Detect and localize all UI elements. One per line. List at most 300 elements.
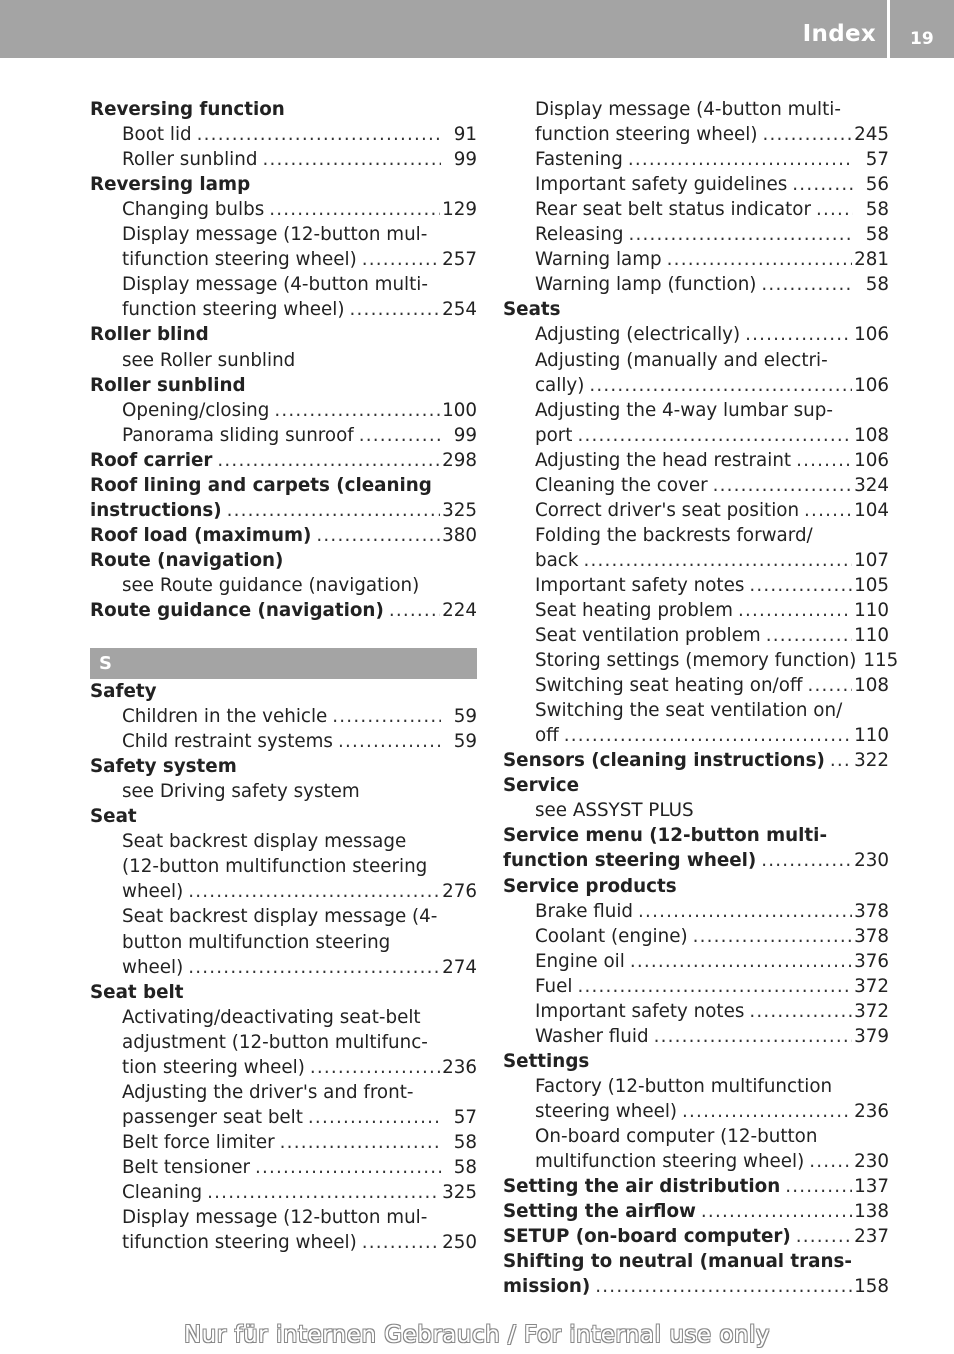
index-subentry <box>90 1205 477 1230</box>
internal-use-watermark: Nur für internen Gebrauch / For internal use only <box>183 1322 771 1348</box>
dot-leader <box>217 448 440 473</box>
entry-text: Children in the vehicle <box>122 706 328 728</box>
entry-text: Seat ventilation problem <box>535 625 761 647</box>
index-entry <box>90 498 477 523</box>
page-reference: 58 <box>453 1131 477 1153</box>
dot-leader <box>766 623 852 648</box>
index-subentry <box>90 222 477 247</box>
index-subentry <box>90 704 477 729</box>
page-reference: 91 <box>453 124 477 146</box>
index-entry <box>90 548 477 573</box>
entry-text: Display message (12-button mul- <box>122 1207 428 1229</box>
entry-text: back <box>535 549 579 571</box>
entry-text: Roller sunblind <box>122 149 258 171</box>
dot-leader <box>389 598 440 623</box>
index-subentry <box>503 573 889 598</box>
index-subentry <box>90 779 477 804</box>
entry-text: Roller blind <box>90 324 209 346</box>
entry-text: wheel) <box>122 956 184 978</box>
index-subentry <box>503 247 889 272</box>
page-reference: 108 <box>854 675 889 697</box>
entry-text: tion steering wheel) <box>122 1056 305 1078</box>
index-subentry <box>503 798 889 823</box>
page-reference: 276 <box>442 881 477 903</box>
entry-text: Seat <box>90 806 137 828</box>
page-reference: 158 <box>854 1276 889 1298</box>
entry-text: off <box>535 725 559 747</box>
page-reference: 107 <box>854 549 889 571</box>
entry-text: Important safety guidelines <box>535 174 788 196</box>
letter-heading: S <box>90 648 477 679</box>
entry-text: Service products <box>503 875 677 897</box>
entry-text: multifunction steering wheel) <box>535 1151 805 1173</box>
dot-leader <box>274 398 440 423</box>
entry-text: wheel) <box>122 881 184 903</box>
entry-text: Activating/deactivating seat-belt <box>122 1006 421 1028</box>
entry-text: function steering wheel) <box>122 299 345 321</box>
index-subentry <box>503 222 889 247</box>
dot-leader <box>316 523 440 548</box>
dot-leader <box>796 448 852 473</box>
dot-leader <box>630 949 852 974</box>
index-entry <box>90 980 477 1005</box>
dot-leader <box>667 247 852 272</box>
dot-leader <box>809 1149 852 1174</box>
index-subentry <box>503 723 889 748</box>
dot-leader <box>749 999 852 1024</box>
entry-text: Panorama sliding sunroof <box>122 424 354 446</box>
dot-leader <box>207 1180 440 1205</box>
entry-text: Setting the air distribution <box>503 1176 781 1198</box>
entry-text: Adjusting the 4-way lumbar sup- <box>535 399 833 421</box>
page-reference: 236 <box>854 1100 889 1122</box>
dot-leader <box>792 172 853 197</box>
index-subentry <box>90 1080 477 1105</box>
index-entry <box>503 1274 889 1299</box>
page-reference: 376 <box>854 950 889 972</box>
dot-leader <box>338 729 441 754</box>
entry-text: Service <box>503 775 579 797</box>
dot-leader <box>577 423 852 448</box>
entry-text: Cleaning the cover <box>535 474 708 496</box>
entry-text: (12-button multifunction steering <box>122 856 428 878</box>
page-reference: 224 <box>442 599 477 621</box>
entry-text: Cleaning <box>122 1181 203 1203</box>
dot-leader <box>682 1099 852 1124</box>
index-subentry <box>503 347 889 372</box>
index-subentry <box>503 448 889 473</box>
page-reference: 56 <box>865 174 889 196</box>
entry-text: Factory (12-button multifunction <box>535 1075 833 1097</box>
dot-leader <box>332 704 441 729</box>
page-reference: 379 <box>854 1025 889 1047</box>
entry-text: Important safety notes <box>535 1000 745 1022</box>
dot-leader <box>830 748 852 773</box>
entry-text: Opening/closing <box>122 399 270 421</box>
page-reference: 322 <box>854 750 889 772</box>
page-reference: 57 <box>865 149 889 171</box>
page-reference: 324 <box>854 474 889 496</box>
entry-text: Setting the airflow <box>503 1201 696 1223</box>
index-subentry <box>90 398 477 423</box>
index-entry <box>90 523 477 548</box>
index-entry <box>90 754 477 779</box>
entry-text: Fastening <box>535 149 623 171</box>
entry-text: Seats <box>503 299 561 321</box>
dot-leader <box>595 1274 852 1299</box>
page-reference: 298 <box>442 449 477 471</box>
index-entry <box>503 848 889 873</box>
index-entry <box>503 1049 889 1074</box>
entry-text: Changing bulbs <box>122 199 265 221</box>
index-subentry <box>503 523 889 548</box>
page-reference: 106 <box>854 374 889 396</box>
index-subentry <box>503 623 889 648</box>
dot-leader <box>816 197 853 222</box>
index-entry <box>503 773 889 798</box>
page-reference: 257 <box>442 249 477 271</box>
page-reference: 59 <box>453 731 477 753</box>
entry-text: Adjusting (electrically) <box>535 324 741 346</box>
index-subentry <box>90 272 477 297</box>
entry-text: Important safety notes <box>535 574 745 596</box>
entry-text: tifunction steering wheel) <box>122 1232 357 1254</box>
index-subentry <box>503 1074 889 1099</box>
index-subentry <box>90 122 477 147</box>
index-entry <box>503 1199 889 1224</box>
dot-leader <box>197 122 441 147</box>
entry-text: Boot lid <box>122 124 192 146</box>
entry-text: adjustment (12-button multifunc- <box>122 1031 428 1053</box>
entry-text: Correct driver's seat position <box>535 499 800 521</box>
index-column-right <box>503 97 899 1299</box>
page-reference: 372 <box>854 975 889 997</box>
entry-text: Warning lamp (function) <box>535 274 757 296</box>
dot-leader <box>577 974 852 999</box>
index-subentry <box>503 97 889 122</box>
entry-text: Belt tensioner <box>122 1156 250 1178</box>
entry-text: Coolant (engine) <box>535 925 688 947</box>
index-subentry <box>90 1230 477 1255</box>
dot-leader <box>564 723 852 748</box>
entry-text: Service menu (12-button multi- <box>503 825 828 847</box>
dot-leader <box>362 1230 440 1255</box>
page-reference: 325 <box>442 1181 477 1203</box>
entry-text: Display message (4-button multi- <box>122 274 428 296</box>
index-entry <box>503 297 889 322</box>
dot-leader <box>749 573 852 598</box>
entry-text: function steering wheel) <box>503 850 757 872</box>
entry-text: Seat backrest display message <box>122 831 407 853</box>
entry-text: Releasing <box>535 224 624 246</box>
page-reference: 325 <box>442 499 477 521</box>
page-reference: 254 <box>442 299 477 321</box>
index-subentry <box>503 598 889 623</box>
page-reference: 99 <box>453 424 477 446</box>
entry-text: Fuel <box>535 975 573 997</box>
page-reference: 106 <box>854 324 889 346</box>
entry-text: Seat backrest display message (4- <box>122 906 438 928</box>
page-reference: 59 <box>453 706 477 728</box>
page-reference: 106 <box>854 449 889 471</box>
entry-text: Shifting to neutral (manual trans- <box>503 1251 852 1273</box>
index-entry <box>90 322 477 347</box>
index-subentry <box>90 347 477 372</box>
index-subentry <box>90 879 477 904</box>
index-subentry <box>503 423 889 448</box>
page-number: 19 <box>910 29 934 49</box>
entry-text: see Route guidance (navigation) <box>122 574 420 596</box>
entry-text: Roof lining and carpets (cleaning <box>90 474 432 496</box>
entry-text: Safety system <box>90 756 237 778</box>
index-subentry <box>90 1155 477 1180</box>
page-reference: 129 <box>442 199 477 221</box>
index-subentry <box>503 498 889 523</box>
index-entry <box>503 1224 889 1249</box>
index-subentry <box>503 673 889 698</box>
entry-text: Belt force limiter <box>122 1131 275 1153</box>
index-subentry <box>90 854 477 879</box>
entry-text: Child restraint systems <box>122 731 333 753</box>
index-entry <box>90 804 477 829</box>
index-subentry <box>503 172 889 197</box>
page-reference: 378 <box>854 900 889 922</box>
dot-leader <box>350 297 441 322</box>
entry-text: function steering wheel) <box>535 124 758 146</box>
page-reference: 57 <box>453 1106 477 1128</box>
page-reference: 230 <box>854 850 889 872</box>
dot-leader <box>628 147 853 172</box>
page-reference: 380 <box>442 524 477 546</box>
index-entry <box>503 823 889 848</box>
entry-text: Switching the seat ventilation on/ <box>535 700 843 722</box>
index-entry <box>503 1249 889 1274</box>
index-subentry <box>90 1105 477 1130</box>
entry-text: see Roller sunblind <box>122 349 296 371</box>
index-subentry <box>90 1130 477 1155</box>
dot-leader <box>761 848 852 873</box>
dot-leader <box>188 955 440 980</box>
entry-text: see ASSYST PLUS <box>535 800 694 822</box>
index-subentry <box>90 1180 477 1205</box>
entry-text: Folding the backrests forward/ <box>535 524 813 546</box>
page-reference: 274 <box>442 956 477 978</box>
entry-text: Adjusting (manually and electri- <box>535 349 828 371</box>
dot-leader <box>738 598 852 623</box>
dot-leader <box>763 122 853 147</box>
entry-text: Route guidance (navigation) <box>90 599 384 621</box>
page-reference: 58 <box>453 1156 477 1178</box>
entry-text: cally) <box>535 374 585 396</box>
page-reference: 99 <box>453 149 477 171</box>
index-subentry <box>90 904 477 929</box>
page-reference: 245 <box>854 124 889 146</box>
entry-text: passenger seat belt <box>122 1106 303 1128</box>
index-subentry <box>503 373 889 398</box>
index-subentry <box>503 548 889 573</box>
dot-leader <box>280 1130 441 1155</box>
dot-leader <box>785 1174 852 1199</box>
dot-leader <box>628 222 853 247</box>
index-entry <box>90 473 477 498</box>
index-subentry <box>503 322 889 347</box>
page-reference: 137 <box>854 1176 889 1198</box>
index-subentry <box>503 974 889 999</box>
entry-text: SETUP (on-board computer) <box>503 1226 791 1248</box>
page-reference: 236 <box>442 1056 477 1078</box>
entry-text: Brake fluid <box>535 900 634 922</box>
page-reference: 281 <box>854 249 889 271</box>
index-column-left <box>90 97 477 1255</box>
index-entry <box>90 448 477 473</box>
index-subentry <box>503 924 889 949</box>
index-subentry <box>90 729 477 754</box>
page-reference: 378 <box>854 925 889 947</box>
index-subentry <box>503 1149 889 1174</box>
dot-leader <box>654 1024 853 1049</box>
page-reference: 110 <box>854 625 889 647</box>
index-subentry <box>503 698 889 723</box>
index-entry <box>90 598 477 623</box>
page-reference: 237 <box>854 1226 889 1248</box>
entry-text: see Driving safety system <box>122 781 360 803</box>
index-subentry <box>90 197 477 222</box>
index-subentry <box>90 423 477 448</box>
index-subentry <box>90 829 477 854</box>
entry-text: Reversing lamp <box>90 174 251 196</box>
index-entry <box>503 1174 889 1199</box>
entry-text: Route (navigation) <box>90 549 284 571</box>
dot-leader <box>308 1105 441 1130</box>
index-subentry <box>90 1055 477 1080</box>
page-reference: 58 <box>865 199 889 221</box>
dot-leader <box>262 147 441 172</box>
entry-text: On-board computer (12-button <box>535 1125 818 1147</box>
dot-leader <box>638 899 852 924</box>
page-reference: 104 <box>854 499 889 521</box>
entry-text: Rear seat belt status indicator <box>535 199 811 221</box>
dot-leader <box>713 473 853 498</box>
index-subentry <box>503 999 889 1024</box>
index-subentry <box>503 122 889 147</box>
entry-text: Seat belt <box>90 981 184 1003</box>
index-subentry <box>90 247 477 272</box>
entry-text: Roof carrier <box>90 449 213 471</box>
index-entry <box>503 873 889 898</box>
page-reference: 105 <box>854 574 889 596</box>
index-subentry <box>503 197 889 222</box>
section-title: Index <box>802 21 876 47</box>
page-reference: 110 <box>854 599 889 621</box>
page-reference: 372 <box>854 1000 889 1022</box>
dot-leader <box>310 1055 440 1080</box>
index-subentry <box>503 272 889 297</box>
index-entry <box>90 373 477 398</box>
dot-leader <box>807 673 852 698</box>
dot-leader <box>761 272 853 297</box>
entry-text: steering wheel) <box>535 1100 678 1122</box>
index-subentry <box>503 1024 889 1049</box>
entry-text: tifunction steering wheel) <box>122 249 357 271</box>
entry-text: Sensors (cleaning instructions) <box>503 750 825 772</box>
entry-text: mission) <box>503 1276 591 1298</box>
page-reference: 230 <box>854 1151 889 1173</box>
dot-leader <box>796 1224 852 1249</box>
page-reference: 110 <box>854 725 889 747</box>
dot-leader <box>227 498 441 523</box>
index-entry <box>503 748 889 773</box>
entry-text: port <box>535 424 573 446</box>
dot-leader <box>693 924 852 949</box>
entry-text: Washer fluid <box>535 1025 649 1047</box>
index-subentry <box>503 398 889 423</box>
entry-text: Engine oil <box>535 950 625 972</box>
index-subentry <box>90 929 477 954</box>
entry-text: Seat heating problem <box>535 599 733 621</box>
index-entry <box>90 679 477 704</box>
entry-text: Safety <box>90 681 157 703</box>
index-subentry <box>503 147 889 172</box>
dot-leader <box>701 1199 852 1224</box>
page-reference: 115 <box>863 650 899 672</box>
entry-text: Adjusting the driver's and front- <box>122 1081 414 1103</box>
entry-text: button multifunction steering <box>122 931 391 953</box>
index-subentry <box>90 1030 477 1055</box>
entry-text: Roof load (maximum) <box>90 524 312 546</box>
index-subentry <box>503 648 899 673</box>
index-subentry <box>503 1124 889 1149</box>
entry-text: Adjusting the head restraint <box>535 449 792 471</box>
index-subentry <box>90 573 477 598</box>
page-header-bar <box>0 0 954 58</box>
entry-text: Storing settings (memory function) <box>535 650 857 672</box>
page-reference: 58 <box>865 274 889 296</box>
page-reference: 100 <box>442 399 477 421</box>
entry-text: Display message (12-button mul- <box>122 224 428 246</box>
entry-text: Display message (4-button multi- <box>535 99 841 121</box>
page-reference: 138 <box>854 1201 889 1223</box>
entry-text: Switching seat heating on/off <box>535 675 803 697</box>
dot-leader <box>255 1155 441 1180</box>
dot-leader <box>745 322 852 347</box>
page-reference: 250 <box>442 1232 477 1254</box>
index-entry <box>90 172 477 197</box>
index-subentry <box>503 473 889 498</box>
dot-leader <box>359 423 441 448</box>
dot-leader <box>362 247 440 272</box>
page-reference: 108 <box>854 424 889 446</box>
header-divider <box>887 0 890 58</box>
dot-leader <box>589 373 852 398</box>
entry-text: instructions) <box>90 499 222 521</box>
index-subentry <box>503 899 889 924</box>
index-subentry <box>90 955 477 980</box>
index-subentry <box>503 949 889 974</box>
index-entry <box>90 97 477 122</box>
dot-leader <box>804 498 852 523</box>
dot-leader <box>269 197 440 222</box>
entry-text: Warning lamp <box>535 249 662 271</box>
entry-text: Settings <box>503 1050 590 1072</box>
page-reference: 58 <box>865 224 889 246</box>
index-subentry <box>90 297 477 322</box>
dot-leader <box>583 548 852 573</box>
index-subentry <box>503 1099 889 1124</box>
dot-leader <box>188 879 440 904</box>
index-subentry <box>90 147 477 172</box>
index-subentry <box>90 1005 477 1030</box>
entry-text: Roller sunblind <box>90 374 246 396</box>
